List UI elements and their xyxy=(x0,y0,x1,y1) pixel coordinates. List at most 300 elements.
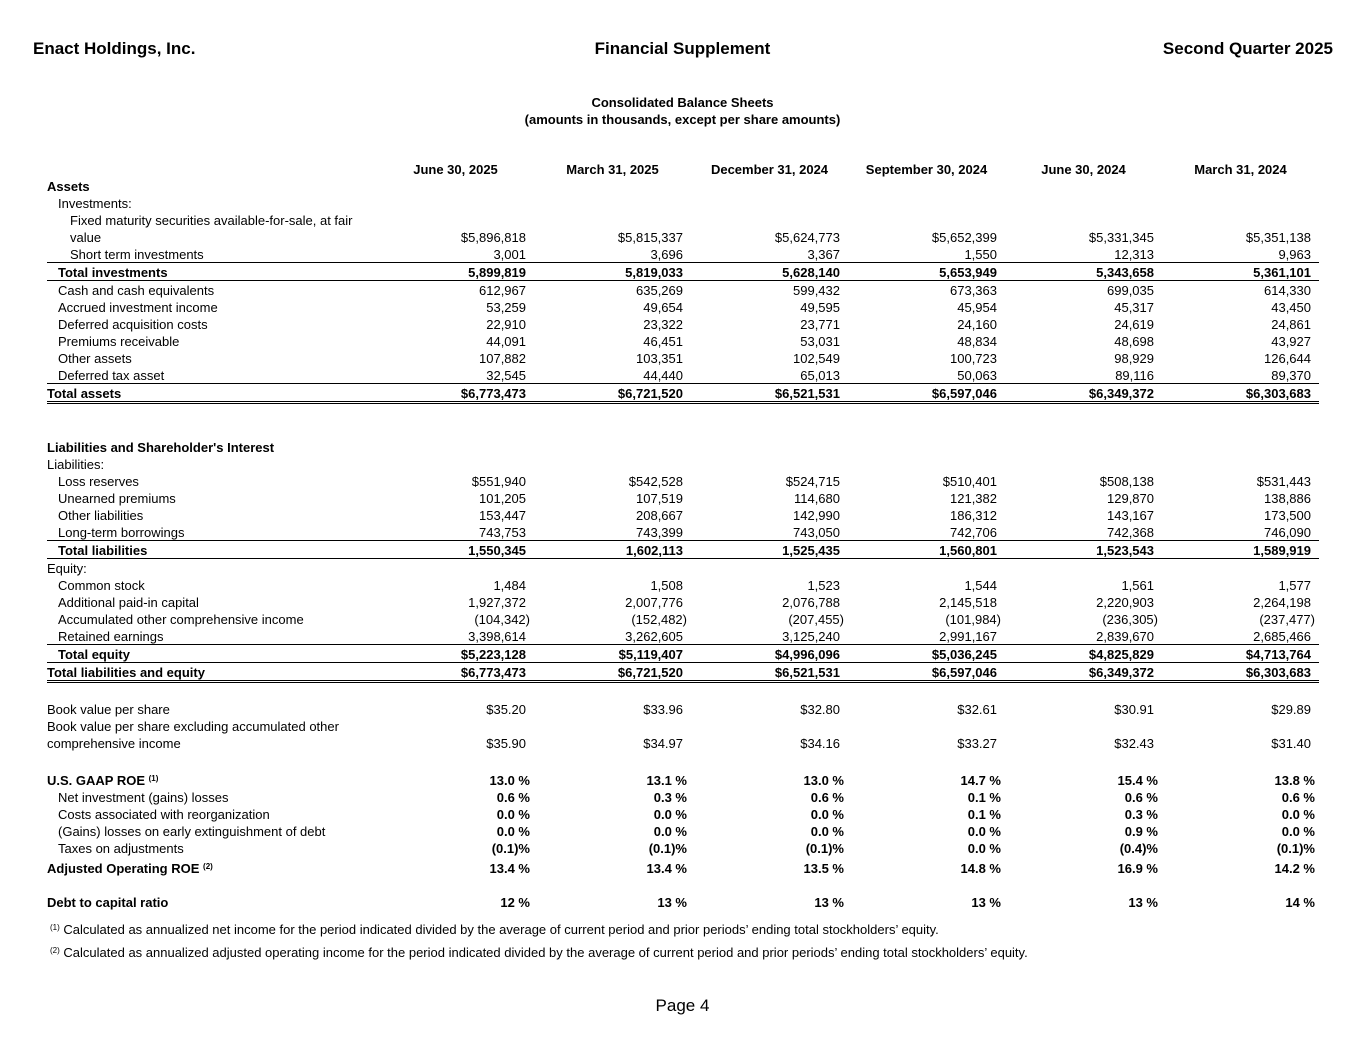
cell-value xyxy=(691,228,848,245)
cell-value xyxy=(377,506,534,523)
cell-value xyxy=(848,245,1005,263)
cell-value-text: $6,597,046 xyxy=(931,665,997,680)
cell-value xyxy=(691,211,848,228)
cell-value-text: $35.90 xyxy=(486,736,526,751)
row-label xyxy=(47,541,377,559)
cell-value-text: 43,927 xyxy=(1271,334,1311,349)
cell-value xyxy=(1162,177,1319,194)
cell-value xyxy=(1005,822,1162,839)
cell-value-text: 44,440 xyxy=(643,368,683,383)
cell-value-text: $6,773,473 xyxy=(460,665,526,680)
cell-value-text: 1,544 xyxy=(964,578,997,593)
cell-value xyxy=(1162,245,1319,263)
cell-value xyxy=(1005,768,1162,788)
cell-value xyxy=(377,593,534,610)
cell-value xyxy=(1162,663,1319,682)
cell-value xyxy=(691,506,848,523)
cell-value xyxy=(1005,366,1162,384)
row-label xyxy=(47,298,377,315)
cell-value xyxy=(1005,211,1162,228)
cell-value-text: 13.4 % xyxy=(489,861,530,876)
row-label-text: Book value per share xyxy=(47,702,170,717)
cell-value-text: $4,713,764 xyxy=(1245,647,1311,662)
cell-value xyxy=(377,839,534,856)
cell-value-text: 24,160 xyxy=(957,317,997,332)
cell-value-text: 2,839,670 xyxy=(1096,629,1154,644)
cell-value-text: 742,706 xyxy=(950,525,997,540)
table-row xyxy=(47,366,1319,384)
cell-value-text: 49,595 xyxy=(800,300,840,315)
cell-value-text: 0.0 % xyxy=(1281,824,1315,839)
row-label-text: Net investment (gains) losses xyxy=(58,790,229,805)
cell-value-text: $5,036,245 xyxy=(931,647,997,662)
cell-value xyxy=(1005,559,1162,577)
cell-value-text: 612,967 xyxy=(479,283,526,298)
table-row xyxy=(47,228,1319,245)
cell-value-text: $5,351,138 xyxy=(1245,230,1311,245)
cell-value xyxy=(377,700,534,717)
cell-value-text: 3,125,240 xyxy=(782,629,840,644)
cell-value-text: 2,076,788 xyxy=(782,595,840,610)
cell-value xyxy=(1162,805,1319,822)
cell-value xyxy=(377,734,534,751)
row-spacer xyxy=(47,876,1319,893)
cell-value-text: 5,628,140 xyxy=(782,265,840,280)
cell-value-text: 14 % xyxy=(1285,895,1315,910)
row-label xyxy=(47,610,377,627)
cell-value xyxy=(377,610,534,627)
row-label-text: Total assets xyxy=(47,386,122,401)
statement-title-line2: (amounts in thousands, except per share amounts) xyxy=(524,112,841,127)
cell-value-text: 208,667 xyxy=(636,508,683,523)
footnote-1-text: Calculated as annualized net income for the period indicated divided by the average of current period and prior periods’ ending total stockholders’ equity. xyxy=(63,922,939,937)
cell-value xyxy=(1162,822,1319,839)
cell-value xyxy=(848,663,1005,682)
cell-value-text: 12,313 xyxy=(1114,247,1154,262)
cell-value-text: 0.0 % xyxy=(810,807,844,822)
cell-value-text: 107,519 xyxy=(636,491,683,506)
cell-value-text: $4,996,096 xyxy=(774,647,840,662)
cell-value-text: 1,523,543 xyxy=(1096,543,1154,558)
cell-value-text: 100,723 xyxy=(950,351,997,366)
cell-value xyxy=(1005,177,1162,194)
cell-value-text: 3,398,614 xyxy=(468,629,526,644)
cell-value xyxy=(534,489,691,506)
page-number: Page 4 xyxy=(655,996,710,1015)
cell-value-text: 114,680 xyxy=(793,491,840,506)
cell-value xyxy=(534,472,691,489)
cell-value xyxy=(848,349,1005,366)
cell-value-text: $5,223,128 xyxy=(460,647,526,662)
cell-value xyxy=(377,332,534,349)
cell-value-text: 13 % xyxy=(1128,895,1158,910)
cell-value-text: 13.0 % xyxy=(489,773,530,788)
cell-value-text: $510,401 xyxy=(942,474,997,489)
cell-value xyxy=(1162,366,1319,384)
cell-value-text: 0.9 % xyxy=(1124,824,1158,839)
footnote-1 xyxy=(50,918,1028,941)
cell-value xyxy=(377,559,534,577)
cell-value-text: 153,447 xyxy=(479,508,526,523)
column-header: June 30, 2024 xyxy=(1041,162,1126,177)
row-label-text: value xyxy=(70,230,102,245)
cell-value-text: 1,550,345 xyxy=(468,543,526,558)
cell-value xyxy=(848,788,1005,805)
cell-value xyxy=(534,856,691,876)
table-row xyxy=(47,177,1319,194)
column-header: March 31, 2024 xyxy=(1194,162,1287,177)
cell-value xyxy=(848,768,1005,788)
cell-value xyxy=(848,366,1005,384)
cell-value xyxy=(1005,734,1162,751)
row-label xyxy=(47,856,377,876)
cell-value-text: 0.0 % xyxy=(1281,807,1315,822)
row-label xyxy=(47,263,377,281)
cell-value xyxy=(691,541,848,559)
table-row xyxy=(47,506,1319,523)
cell-value xyxy=(377,438,534,455)
cell-value xyxy=(1005,194,1162,211)
row-label-text: Long-term borrowings xyxy=(58,525,185,540)
cell-value xyxy=(1005,805,1162,822)
cell-value xyxy=(691,489,848,506)
cell-value xyxy=(691,593,848,610)
table-row xyxy=(47,194,1319,211)
cell-value-text: $524,715 xyxy=(785,474,840,489)
cell-value-text: 743,050 xyxy=(793,525,840,540)
cell-value-text: 13 % xyxy=(814,895,844,910)
cell-value xyxy=(691,717,848,734)
cell-value-text: 23,322 xyxy=(643,317,683,332)
cell-value xyxy=(377,472,534,489)
cell-value xyxy=(534,245,691,263)
cell-value-text: 0.1 % xyxy=(967,790,1001,805)
cell-value-text: 3,001 xyxy=(493,247,526,262)
cell-value-text: 614,330 xyxy=(1264,283,1311,298)
cell-value-text: (0.1)% xyxy=(648,841,687,856)
cell-value xyxy=(1162,523,1319,541)
cell-value xyxy=(1005,663,1162,682)
row-label-text: Short term investments xyxy=(70,247,204,262)
cell-value-text: 0.3 % xyxy=(653,790,687,805)
cell-value xyxy=(691,627,848,645)
cell-value xyxy=(848,281,1005,299)
cell-value-text: 2,220,903 xyxy=(1096,595,1154,610)
cell-value xyxy=(848,541,1005,559)
row-label-text: Total liabilities xyxy=(58,543,148,558)
cell-value-text: 3,367 xyxy=(807,247,840,262)
cell-value-text: 1,550 xyxy=(964,247,997,262)
cell-value-text: 43,450 xyxy=(1271,300,1311,315)
cell-value xyxy=(1005,523,1162,541)
row-label xyxy=(47,576,377,593)
cell-value xyxy=(1162,700,1319,717)
cell-value xyxy=(691,245,848,263)
cell-value xyxy=(377,489,534,506)
cell-value xyxy=(1005,332,1162,349)
row-label-text: Other liabilities xyxy=(58,508,144,523)
cell-value-text: 2,991,167 xyxy=(939,629,997,644)
cell-value xyxy=(1162,228,1319,245)
cell-value-text: $35.20 xyxy=(486,702,526,717)
row-label-text: Deferred acquisition costs xyxy=(58,317,208,332)
cell-value xyxy=(534,281,691,299)
row-spacer xyxy=(47,682,1319,701)
cell-value xyxy=(534,768,691,788)
cell-value-text: $32.80 xyxy=(800,702,840,717)
cell-value xyxy=(377,805,534,822)
cell-value xyxy=(377,856,534,876)
cell-value xyxy=(534,734,691,751)
table-row xyxy=(47,839,1319,856)
column-header-blank xyxy=(47,160,377,177)
cell-value xyxy=(534,700,691,717)
row-label xyxy=(47,893,377,910)
cell-value-text: 101,205 xyxy=(479,491,526,506)
cell-value-text: (0.1)% xyxy=(805,841,844,856)
cell-value xyxy=(1162,281,1319,299)
cell-value xyxy=(848,822,1005,839)
cell-value-text: 0.6 % xyxy=(1124,790,1158,805)
cell-value xyxy=(534,177,691,194)
cell-value xyxy=(1162,472,1319,489)
cell-value xyxy=(377,349,534,366)
cell-value xyxy=(691,263,848,281)
cell-value xyxy=(1162,263,1319,281)
cell-value xyxy=(377,228,534,245)
cell-value-text: $32.43 xyxy=(1114,736,1154,751)
cell-value xyxy=(691,805,848,822)
cell-value xyxy=(1005,856,1162,876)
cell-value xyxy=(848,489,1005,506)
cell-value-text: 53,031 xyxy=(800,334,840,349)
cell-value xyxy=(1162,489,1319,506)
table-row xyxy=(47,876,1319,893)
cell-value xyxy=(534,663,691,682)
row-label xyxy=(47,559,377,577)
cell-value xyxy=(848,211,1005,228)
column-header: December 31, 2024 xyxy=(710,162,829,177)
cell-value xyxy=(1005,645,1162,663)
cell-value xyxy=(1162,298,1319,315)
cell-value-text: 1,602,113 xyxy=(625,543,683,558)
cell-value-text: 22,910 xyxy=(486,317,526,332)
cell-value-text: 5,653,949 xyxy=(939,265,997,280)
row-label-text: Costs associated with reorganization xyxy=(58,807,270,822)
cell-value-text: $6,597,046 xyxy=(931,386,997,401)
document-title: Financial Supplement xyxy=(594,39,771,58)
cell-value xyxy=(691,559,848,577)
cell-value xyxy=(1162,506,1319,523)
cell-value-text: 599,432 xyxy=(793,283,840,298)
cell-value xyxy=(848,593,1005,610)
cell-value-text: $5,652,399 xyxy=(931,230,997,245)
cell-value xyxy=(691,893,848,910)
footnote-2-text: Calculated as annualized adjusted operating income for the period indicated divided by the average of current period and prior periods’ ending total stockholders’ equity. xyxy=(63,945,1028,960)
cell-value-text: 45,317 xyxy=(1114,300,1154,315)
cell-value-text: $34.16 xyxy=(800,736,840,751)
company-name: Enact Holdings, Inc. xyxy=(33,39,196,58)
cell-value xyxy=(1162,455,1319,472)
cell-value-text: 24,619 xyxy=(1114,317,1154,332)
cell-value xyxy=(848,610,1005,627)
cell-value-text: 743,399 xyxy=(636,525,683,540)
cell-value-text: $32.61 xyxy=(957,702,997,717)
table-row xyxy=(47,472,1319,489)
table-row xyxy=(47,593,1319,610)
cell-value xyxy=(1005,700,1162,717)
cell-value xyxy=(1005,263,1162,281)
cell-value-text: 13.1 % xyxy=(646,773,687,788)
cell-value xyxy=(534,298,691,315)
cell-value xyxy=(848,839,1005,856)
cell-value-text: 15.4 % xyxy=(1117,773,1158,788)
cell-value-text: 142,990 xyxy=(793,508,840,523)
row-label-text: Liabilities and Shareholder's Interest xyxy=(47,440,275,455)
cell-value xyxy=(1162,384,1319,403)
cell-value xyxy=(1162,541,1319,559)
cell-value xyxy=(377,822,534,839)
table-row xyxy=(47,298,1319,315)
cell-value xyxy=(1162,576,1319,593)
cell-value xyxy=(691,366,848,384)
row-label-text: Total liabilities and equity xyxy=(47,665,205,680)
row-label xyxy=(47,717,377,734)
cell-value xyxy=(691,523,848,541)
cell-value xyxy=(848,856,1005,876)
cell-value xyxy=(534,349,691,366)
cell-value xyxy=(1162,610,1319,627)
cell-value xyxy=(1005,576,1162,593)
cell-value xyxy=(534,627,691,645)
statement-title xyxy=(0,94,1365,128)
cell-value-text: 14.7 % xyxy=(960,773,1001,788)
cell-value-text: (207,455) xyxy=(788,612,844,627)
cell-value xyxy=(1162,349,1319,366)
cell-value-text: $31.40 xyxy=(1271,736,1311,751)
table-row xyxy=(47,768,1319,788)
cell-value xyxy=(848,315,1005,332)
row-label-text: Other assets xyxy=(58,351,132,366)
cell-value xyxy=(377,523,534,541)
cell-value xyxy=(1005,438,1162,455)
cell-value xyxy=(691,384,848,403)
row-label-text: (Gains) losses on early extinguishment of debt xyxy=(58,824,326,839)
cell-value xyxy=(848,298,1005,315)
cell-value-text: 49,654 xyxy=(643,300,683,315)
cell-value xyxy=(534,610,691,627)
cell-value xyxy=(691,645,848,663)
cell-value xyxy=(377,315,534,332)
cell-value-text: 1,484 xyxy=(493,578,526,593)
cell-value xyxy=(534,211,691,228)
row-label-text: Deferred tax asset xyxy=(58,368,165,383)
table-row xyxy=(47,403,1319,439)
cell-value-text: 2,685,466 xyxy=(1253,629,1311,644)
cell-value-text: 32,545 xyxy=(486,368,526,383)
cell-value xyxy=(377,541,534,559)
cell-value xyxy=(534,228,691,245)
table-row xyxy=(47,805,1319,822)
cell-value xyxy=(377,177,534,194)
row-label-text: Premiums receivable xyxy=(58,334,180,349)
cell-value-text: $6,303,683 xyxy=(1245,665,1311,680)
table-row xyxy=(47,489,1319,506)
cell-value-text: 0.0 % xyxy=(653,807,687,822)
cell-value xyxy=(691,839,848,856)
row-spacer xyxy=(47,751,1319,768)
table-row xyxy=(47,263,1319,281)
cell-value xyxy=(377,366,534,384)
cell-value xyxy=(534,194,691,211)
cell-value xyxy=(848,627,1005,645)
cell-value xyxy=(377,245,534,263)
cell-value xyxy=(848,194,1005,211)
cell-value-text: 1,577 xyxy=(1278,578,1311,593)
cell-value-text: $29.89 xyxy=(1271,702,1311,717)
table-row xyxy=(47,751,1319,768)
row-label xyxy=(47,281,377,299)
row-label xyxy=(47,349,377,366)
cell-value xyxy=(848,332,1005,349)
row-label-text: Book value per share excluding accumulated other xyxy=(47,719,339,734)
cell-value xyxy=(848,438,1005,455)
row-label xyxy=(47,839,377,856)
cell-value xyxy=(1005,541,1162,559)
cell-value xyxy=(1005,610,1162,627)
table-row xyxy=(47,438,1319,455)
row-label-text: Assets xyxy=(47,179,90,194)
row-label xyxy=(47,645,377,663)
footnote-1-marker: (1) xyxy=(50,923,60,932)
table-row xyxy=(47,645,1319,663)
cell-value-text: 1,589,919 xyxy=(1253,543,1311,558)
cell-value-text: $531,443 xyxy=(1256,474,1311,489)
cell-value xyxy=(534,384,691,403)
row-spacer xyxy=(47,403,1319,439)
cell-value-text: 138,886 xyxy=(1264,491,1311,506)
cell-value-text: 0.6 % xyxy=(1281,790,1315,805)
row-label xyxy=(47,523,377,541)
cell-value xyxy=(377,576,534,593)
cell-value-text: 5,899,819 xyxy=(468,265,526,280)
row-label xyxy=(47,506,377,523)
row-label-text: comprehensive income xyxy=(47,736,181,751)
cell-value xyxy=(1005,839,1162,856)
table-row xyxy=(47,523,1319,541)
cell-value-text: (0.1)% xyxy=(491,841,530,856)
cell-value xyxy=(1162,893,1319,910)
cell-value-text: (152,482) xyxy=(631,612,687,627)
cell-value xyxy=(534,893,691,910)
cell-value xyxy=(1162,717,1319,734)
table-row xyxy=(47,315,1319,332)
column-header: September 30, 2024 xyxy=(865,162,988,177)
cell-value-text: 9,963 xyxy=(1278,247,1311,262)
cell-value xyxy=(1005,384,1162,403)
table-row xyxy=(47,541,1319,559)
cell-value xyxy=(534,438,691,455)
cell-value-text: 673,363 xyxy=(950,283,997,298)
cell-value xyxy=(1005,489,1162,506)
table-row xyxy=(47,281,1319,299)
cell-value-text: 13.8 % xyxy=(1274,773,1315,788)
cell-value xyxy=(1162,559,1319,577)
cell-value xyxy=(848,455,1005,472)
table-row xyxy=(47,822,1319,839)
cell-value xyxy=(848,576,1005,593)
cell-value-text: 0.0 % xyxy=(653,824,687,839)
